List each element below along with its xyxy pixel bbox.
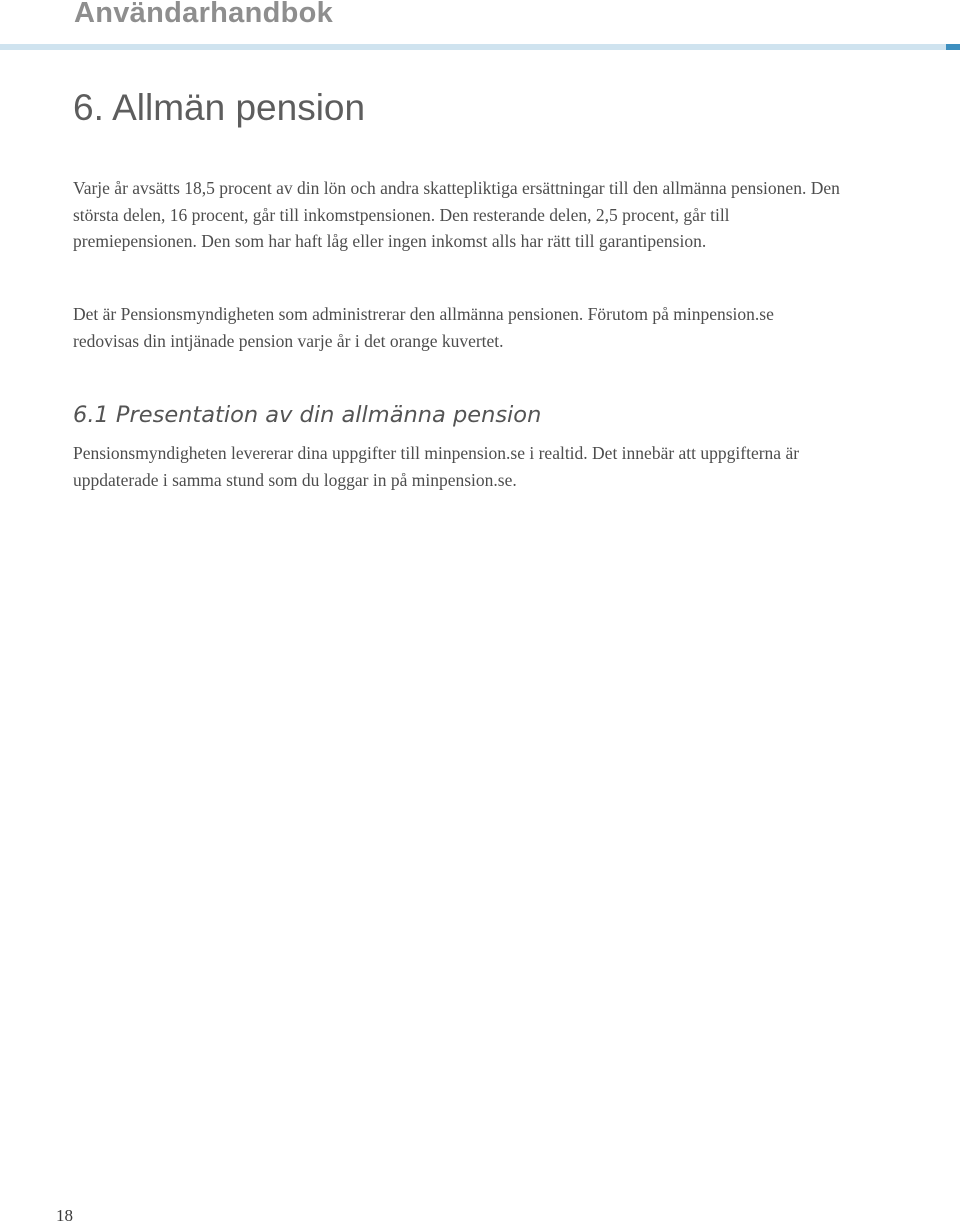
header-divider bbox=[0, 44, 960, 50]
header-divider-accent bbox=[946, 44, 960, 50]
document-header-title: Användarhandbok bbox=[74, 0, 334, 29]
page-number: 18 bbox=[56, 1206, 73, 1225]
section-paragraph: Pensionsmyndigheten levererar dina uppgifter till minpension.se i realtid. Det innebär att uppgifterna är uppdaterade i samma stund som du loggar in på minpension.se. bbox=[73, 443, 800, 490]
chapter-title: 6. Allmän pension bbox=[73, 87, 366, 128]
section-title: 6.1 Presentation av din allmänna pension bbox=[73, 402, 542, 428]
intro-paragraph: Varje år avsätts 18,5 procent av din lön och andra skattepliktiga ersättningar till den allmänna pensionen. Den största delen, 16 procent, går till inkomstpensionen. Den resterande delen, 2,5 procent, går till premiepensionen. Den som har haft låg eller ingen inkomst alls har rätt till garantipension. bbox=[73, 178, 840, 251]
administration-paragraph: Det är Pensionsmyndigheten som administrerar den allmänna pensionen. Förutom på minpension.se redovisas din intjänade pension varje år i det orange kuvertet. bbox=[73, 304, 774, 351]
